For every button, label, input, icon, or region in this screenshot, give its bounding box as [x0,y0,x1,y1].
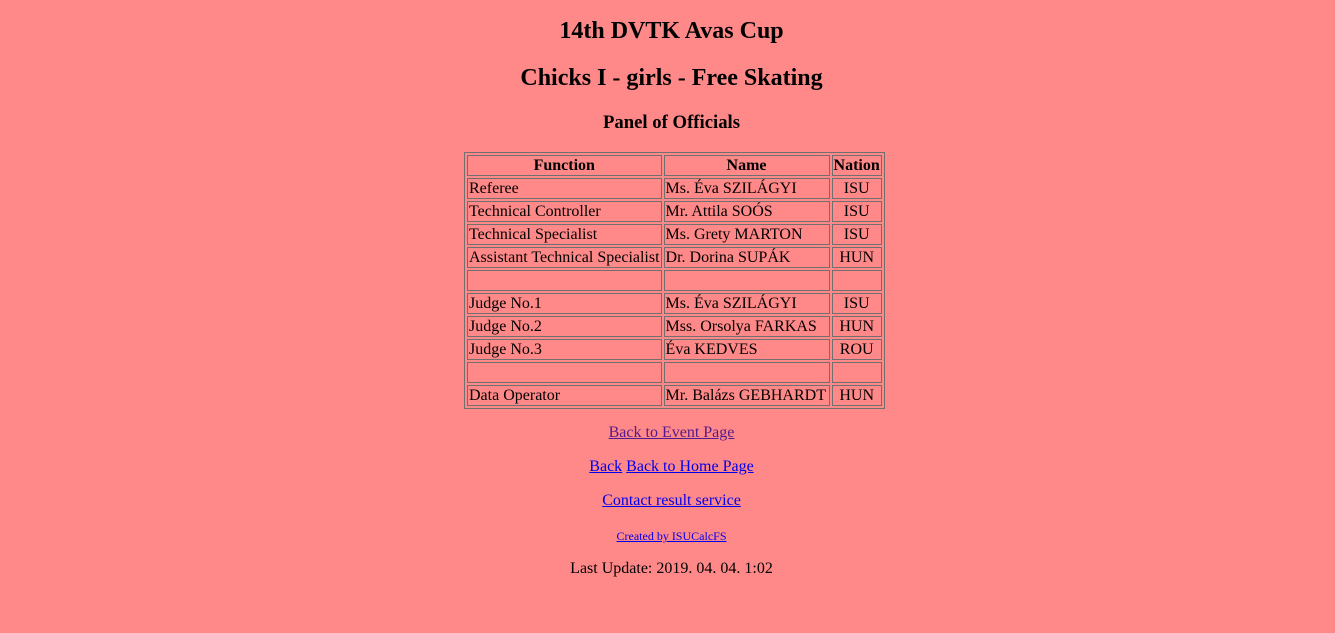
cell-name: Ms. Grety MARTON [664,224,830,245]
table-row [467,224,882,245]
cell-nation: ROU [832,339,882,360]
cell-function: Technical Specialist [467,224,662,245]
cell-function [467,270,662,291]
created-by-line [0,526,1335,546]
cell-name: Mr. Attila SOÓS [664,201,830,222]
table-header-row [467,155,882,176]
cell-name: Dr. Dorina SUPÁK [664,247,830,268]
cell-nation [832,270,882,291]
cell-nation: HUN [832,385,882,406]
cell-nation: ISU [832,178,882,199]
contact-result-service-link[interactable]: Contact result service [602,492,741,509]
cell-name: Ms. Éva SZILÁGYI [664,178,830,199]
cell-function: Judge No.3 [467,339,662,360]
cell-function: Data Operator [467,385,662,406]
table-row-empty [467,270,882,291]
cell-function: Referee [467,178,662,199]
cell-nation: ISU [832,201,882,222]
table-row [467,178,882,199]
column-header-function: Function [467,155,662,176]
created-by-link[interactable]: Created by ISUCalcFS [616,529,727,543]
column-header-nation: Nation [832,155,882,176]
officials-table-wrap [464,152,885,409]
cell-name: Mr. Balázs GEBHARDT [664,385,830,406]
cell-function: Judge No.1 [467,293,662,314]
cell-nation: ISU [832,293,882,314]
cell-nation: HUN [832,247,882,268]
cell-name: Éva KEDVES [664,339,830,360]
cell-function [467,362,662,383]
table-row [467,201,882,222]
back-link[interactable]: Back [589,458,623,475]
cell-name: Mss. Orsolya FARKAS [664,316,830,337]
table-row [467,293,882,314]
column-header-name: Name [664,155,830,176]
cell-nation: HUN [832,316,882,337]
cell-function: Assistant Technical Specialist [467,247,662,268]
home-link-line [0,457,1335,477]
cell-nation: ISU [832,224,882,245]
back-to-event-link[interactable]: Back to Event Page [608,424,735,441]
table-row [467,247,882,268]
cell-name: Ms. Éva SZILÁGYI [664,293,830,314]
last-update: Last Update: 2019. 04. 04. 1:02 [570,560,773,577]
category-title: Chicks I - girls - Free Skating [520,65,823,91]
event-link-line [0,423,1335,443]
panel-title: Panel of Officials [602,112,741,133]
officials-table [464,152,885,409]
contact-link-line [0,491,1335,511]
back-to-home-link[interactable]: Back to Home Page [626,458,754,475]
cell-function: Judge No.2 [467,316,662,337]
cell-name [664,362,830,383]
cell-name [664,270,830,291]
cell-function: Technical Controller [467,201,662,222]
table-row [467,385,882,406]
table-row [467,339,882,360]
table-row-empty [467,362,882,383]
event-title: 14th DVTK Avas Cup [559,18,784,44]
cell-nation [832,362,882,383]
table-row [467,316,882,337]
